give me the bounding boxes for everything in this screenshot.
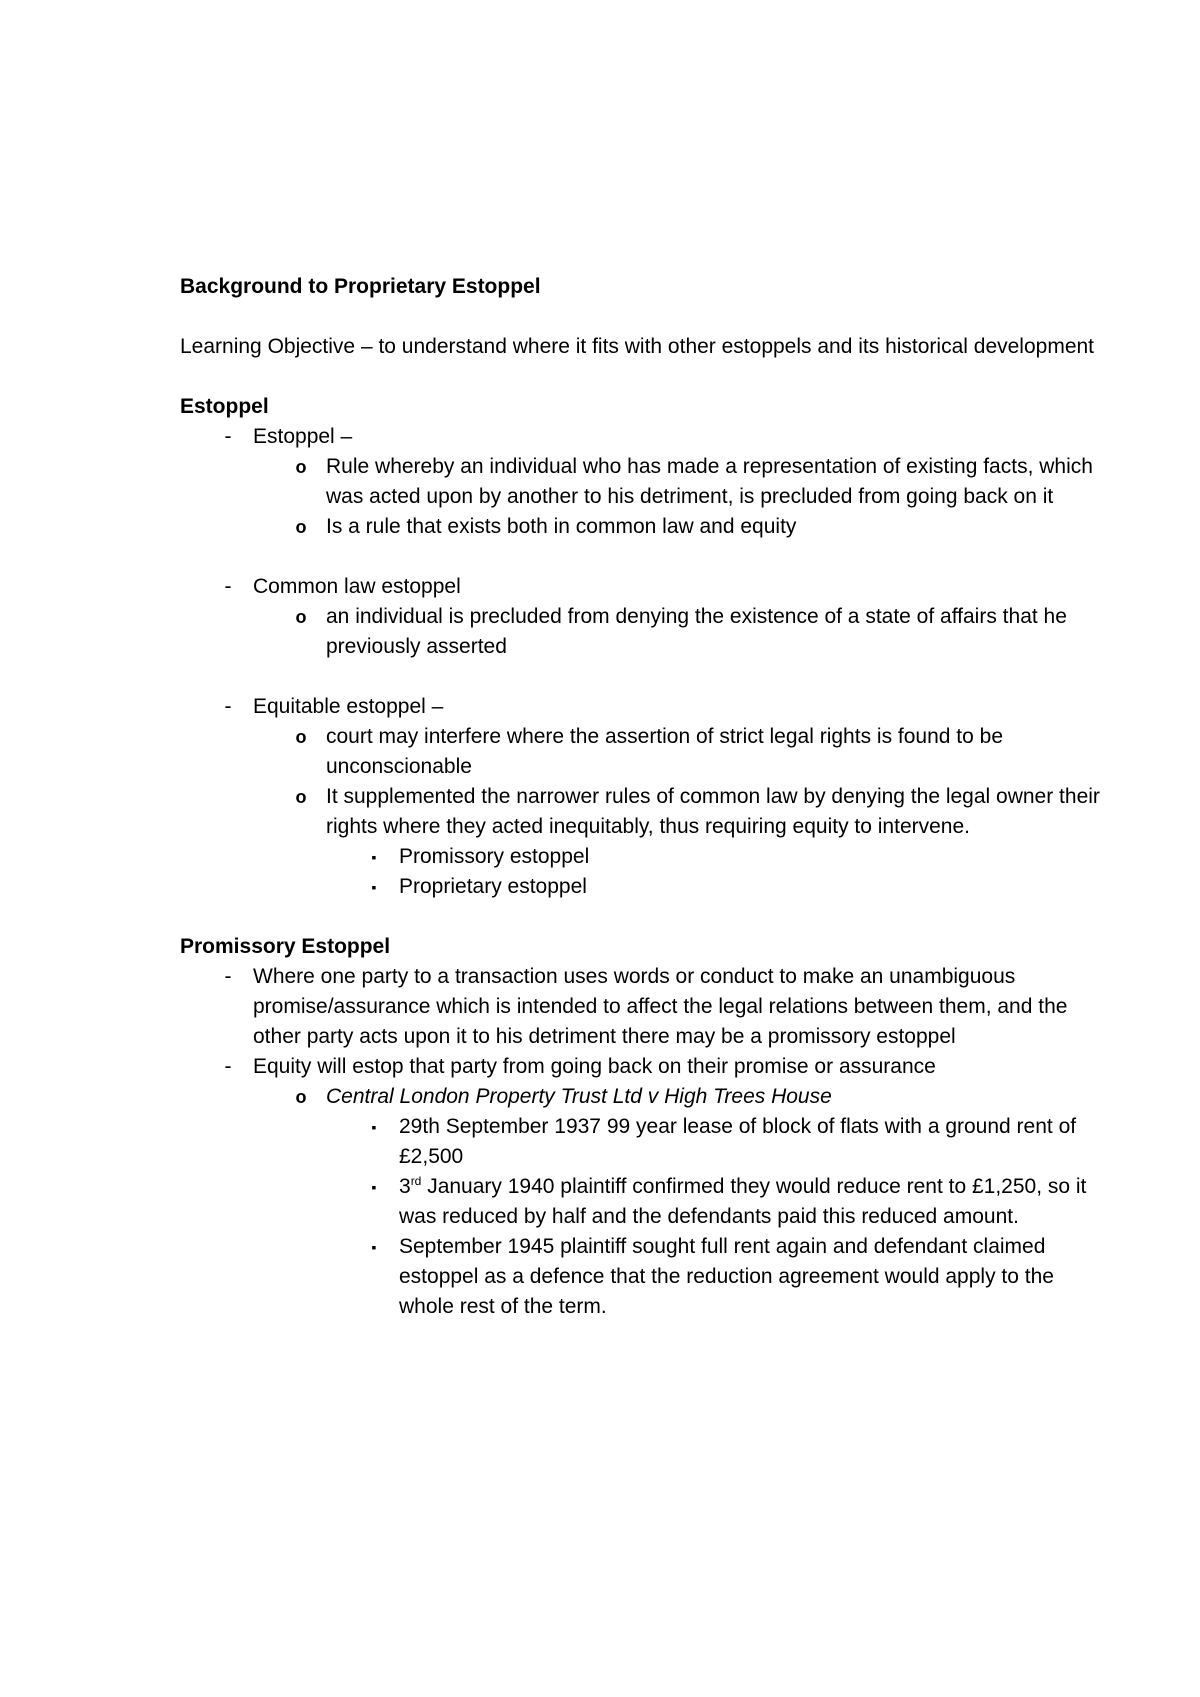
list-item-text: Promissory estoppel: [399, 845, 590, 868]
case-fact-day: 3: [399, 1175, 411, 1198]
circle-bullet: o: [295, 727, 307, 747]
list-item-text: [399, 1175, 1086, 1228]
list-item: [180, 962, 1110, 1052]
list-item: [180, 1172, 1110, 1232]
dash-bullet: -: [224, 575, 232, 598]
ordinal-suffix: rd: [410, 1174, 422, 1188]
learning-objective: Learning Objective – to understand where it fits with other estoppels and its historical development: [180, 335, 1095, 358]
list-item: [180, 512, 1110, 542]
list-item-text: Equitable estoppel –: [253, 695, 444, 718]
square-bullet: ▪: [371, 1179, 377, 1195]
list-item: [180, 1082, 1110, 1112]
section-heading-estoppel: Estoppel: [180, 395, 269, 418]
section-heading-promissory: Promissory Estoppel: [180, 935, 391, 958]
list-item-text: Proprietary estoppel: [399, 875, 587, 898]
list-item: [180, 422, 1110, 452]
list-item: [180, 722, 1110, 782]
list-item: [180, 452, 1110, 512]
list-item-text: Equity will estop that party from going back on their promise or assurance: [253, 1055, 936, 1078]
list-item-text: Rule whereby an individual who has made a representation of existing facts, which was acted upon by another to his detriment, is precluded from going back on it: [326, 455, 1093, 508]
case-fact-text: January 1940 plaintiff confirmed they would reduce rent to £1,250, so it was reduced by half and the defendants paid this reduced amount.: [399, 1175, 1087, 1228]
circle-bullet: o: [295, 607, 307, 627]
dash-bullet: -: [224, 695, 232, 718]
square-bullet: ▪: [371, 849, 377, 865]
list-item: [180, 1112, 1110, 1172]
list-item-text: Where one party to a transaction uses words or conduct to make an unambiguous promise/assurance which is intended to affect the legal relations between them, and the other party acts upon it to his detriment there may be a promissory estoppel: [253, 965, 1068, 1048]
list-item-text: 29th September 1937 99 year lease of block of flats with a ground rent of £2,500: [399, 1115, 1077, 1168]
list-item: [180, 782, 1110, 842]
circle-bullet: o: [295, 787, 307, 807]
list-item-text: It supplemented the narrower rules of common law by denying the legal owner their rights where they acted inequitably, thus requiring equity to intervene.: [326, 785, 1100, 838]
list-item-text: court may interfere where the assertion of strict legal rights is found to be unconscionable: [326, 725, 1003, 778]
list-item-text: September 1945 plaintiff sought full rent again and defendant claimed estoppel as a defence that the reduction agreement would apply to the whole rest of the term.: [399, 1235, 1054, 1318]
circle-bullet: o: [295, 1087, 307, 1107]
circle-bullet: o: [295, 517, 307, 537]
list-item: [180, 1232, 1110, 1322]
list-item-text: an individual is precluded from denying the existence of a state of affairs that he previously asserted: [326, 605, 1067, 658]
dash-bullet: -: [224, 1055, 232, 1078]
square-bullet: ▪: [371, 1119, 377, 1135]
list-item: [180, 842, 1110, 872]
list-item: [180, 602, 1110, 662]
case-name: Central London Property Trust Ltd v High Trees House: [326, 1085, 832, 1108]
list-item-text: Is a rule that exists both in common law and equity: [326, 515, 797, 538]
list-item-text: Estoppel –: [253, 425, 353, 448]
square-bullet: ▪: [371, 1239, 377, 1255]
document-body: [180, 272, 1110, 1322]
list-item: [180, 1052, 1110, 1082]
circle-bullet: o: [295, 457, 307, 477]
list-item: [180, 692, 1110, 722]
dash-bullet: -: [224, 425, 232, 448]
list-item: [180, 872, 1110, 902]
list-item-text: Common law estoppel: [253, 575, 461, 598]
dash-bullet: -: [224, 965, 232, 988]
document-title: Background to Proprietary Estoppel: [180, 275, 541, 298]
square-bullet: ▪: [371, 879, 377, 895]
list-item: [180, 572, 1110, 602]
